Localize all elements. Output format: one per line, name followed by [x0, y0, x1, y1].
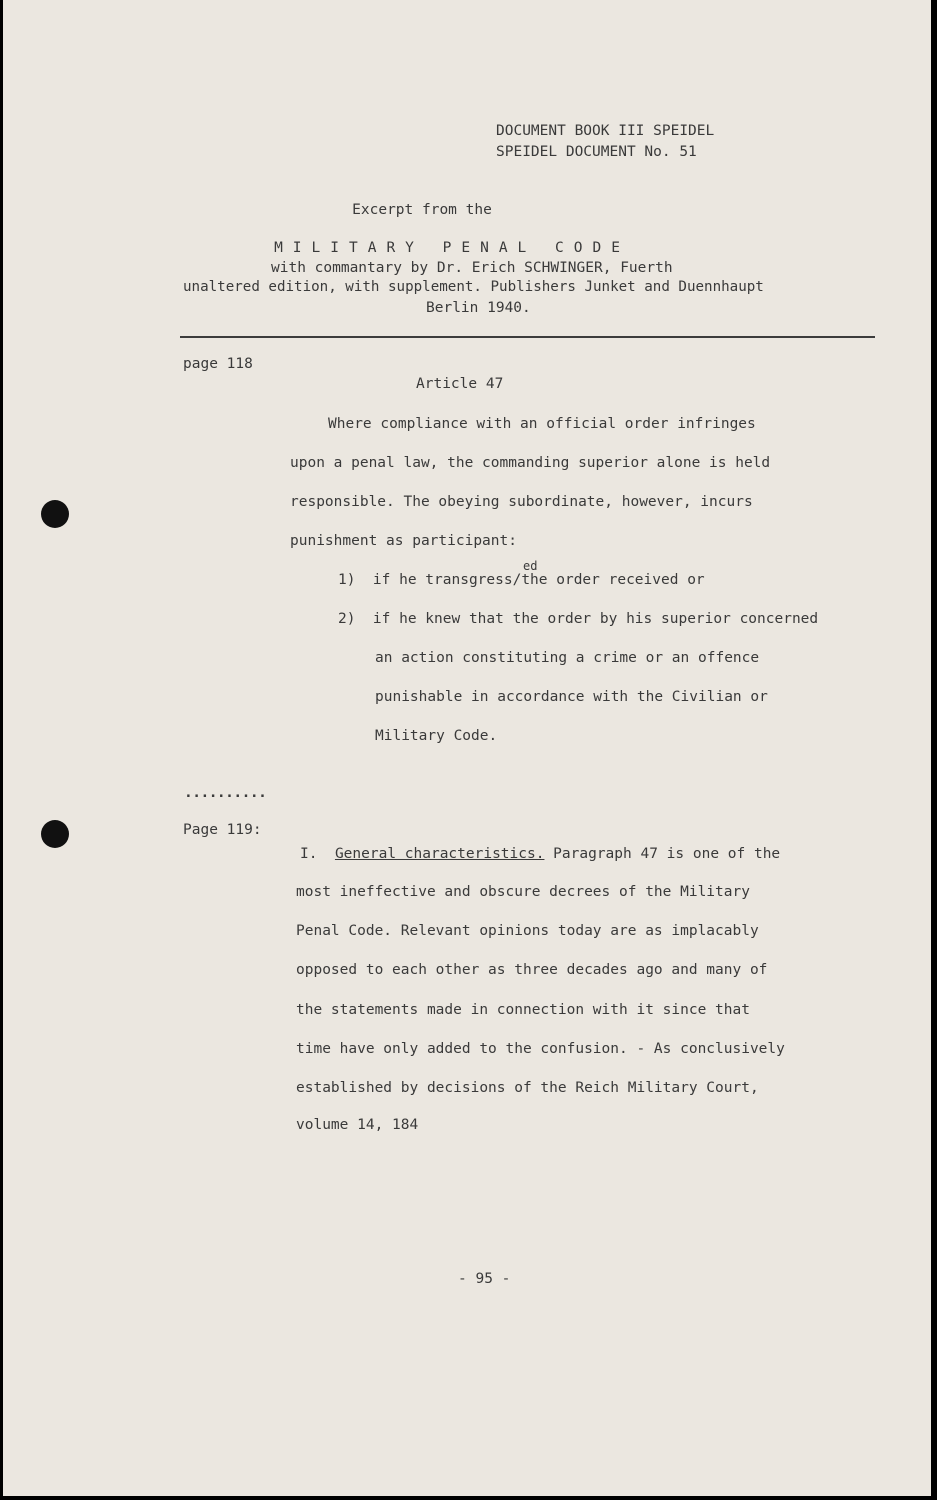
edition-line: unaltered edition, with supplement. Publishers Junket and Duennhaupt	[183, 279, 764, 295]
horizontal-rule	[180, 336, 875, 338]
doc-number-line: SPEIDEL DOCUMENT No. 51	[496, 144, 697, 160]
page-ref-118: page 118	[183, 356, 253, 372]
section2-line-8: volume 14, 184	[296, 1117, 419, 1133]
place-year-line: Berlin 1940.	[426, 300, 531, 316]
punch-hole-top	[41, 500, 69, 528]
article-line-1: Where compliance with an official order infringes	[328, 416, 756, 432]
item-2-line-2: an action constituting a crime or an offence	[375, 650, 760, 666]
section-lead-text: Paragraph 47 is one of the	[544, 846, 781, 862]
item-1: 1) if he transgress/the order received or	[338, 572, 705, 588]
section2-line-2: most ineffective and obscure decrees of the Military	[296, 884, 750, 900]
handwritten-insert: ed	[523, 559, 538, 573]
page-ref-119: Page 119:	[183, 822, 262, 838]
commentary-line: with commantary by Dr. Erich SCHWINGER, Fuerth	[271, 260, 673, 276]
section2-line-3: Penal Code. Relevant opinions today are as implacably	[296, 923, 759, 939]
section-heading: General characteristics.	[334, 846, 545, 862]
article-line-2: upon a penal law, the commanding superior alone is held	[290, 455, 771, 471]
excerpt-line: Excerpt from the	[352, 202, 492, 218]
section2-line-6: time have only added to the confusion. - As conclusively	[296, 1041, 785, 1057]
code-title: MILITARY PENAL CODE	[274, 240, 630, 256]
item-2-line-4: Military Code.	[375, 728, 498, 744]
article-line-4: punishment as participant:	[290, 533, 517, 549]
punch-hole-bottom	[41, 820, 69, 848]
section2-line-5: the statements made in connection with it since that	[296, 1002, 750, 1018]
doc-book-line: DOCUMENT BOOK III SPEIDEL	[496, 123, 715, 139]
article-heading: Article 47	[416, 376, 504, 392]
page-number: - 95 -	[458, 1271, 511, 1287]
document-page	[3, 0, 931, 1496]
item-2: 2) if he knew that the order by his superior concerned	[338, 611, 819, 627]
section2-line-7: established by decisions of the Reich Military Court,	[296, 1080, 759, 1096]
section2-line-1	[300, 847, 780, 862]
dotted-separator: ..........	[184, 785, 267, 801]
section2-line-4: opposed to each other as three decades ago and many of	[296, 962, 768, 978]
item-2-line-3: punishable in accordance with the Civilian or	[375, 689, 768, 705]
article-line-3: responsible. The obeying subordinate, however, incurs	[290, 494, 753, 510]
section-number: I.	[300, 846, 318, 862]
